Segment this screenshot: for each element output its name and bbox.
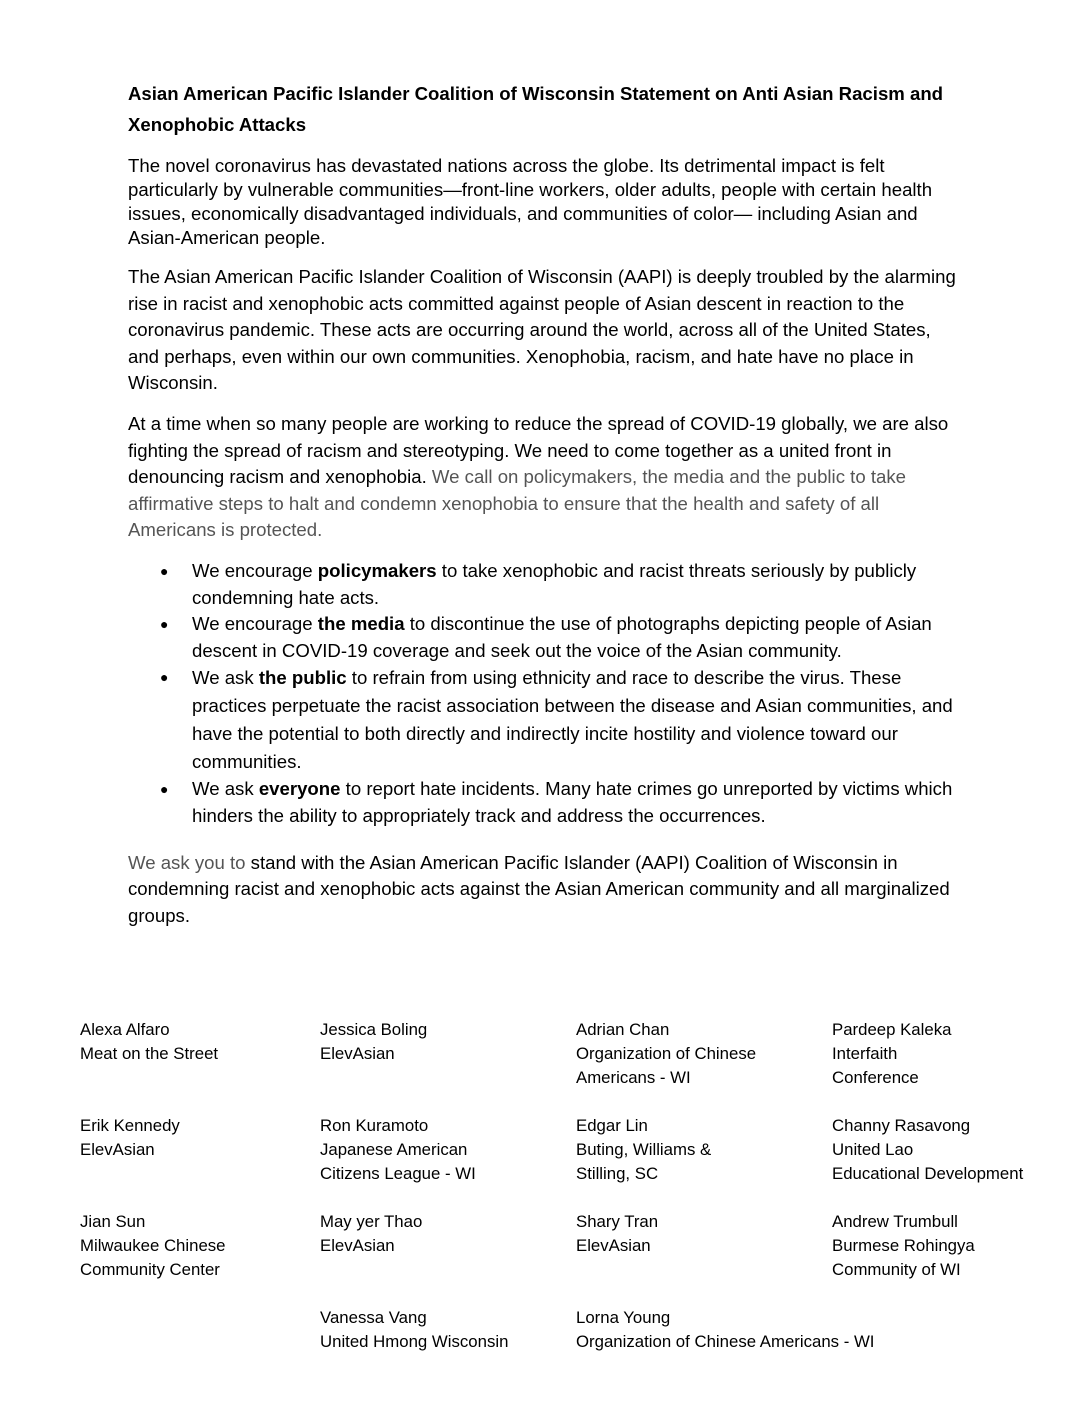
signatory-name: May yer Thao: [320, 1212, 423, 1231]
list-item-pre: We ask: [192, 778, 259, 800]
recommendations-list: [128, 558, 964, 830]
list-item: [128, 776, 964, 829]
signatory-name: Vanessa Vang: [320, 1308, 427, 1327]
signatory-org: Conference: [832, 1068, 919, 1087]
signatory-name: Pardeep Kaleka: [832, 1020, 952, 1039]
signatory-org: Educational Development: [832, 1164, 1024, 1183]
list-item: [128, 558, 964, 611]
signatory-name: Adrian Chan: [576, 1020, 670, 1039]
signatory-name: Jian Sun: [80, 1212, 146, 1231]
signatory-name: Shary Tran: [576, 1212, 659, 1231]
call-to-action-highlight: We call on policymakers, the media and the public to take affirmative steps to halt and condemn xenophobia to ensure that the health and safety of all Americans is protected.: [128, 466, 906, 541]
list-item-post: to discontinue the use of photographs depicting people of Asian descent in COVID-19 coverage and seek out the voice of the Asian community.: [192, 613, 932, 661]
signatory-org: Organization of Chinese Americans - WI: [576, 1332, 875, 1351]
signatory: [576, 1018, 756, 1090]
signatory-name: Edgar Lin: [576, 1116, 648, 1135]
signatory: [576, 1114, 711, 1186]
list-item-emphasis: the media: [317, 613, 405, 635]
signatory-org: ElevAsian: [80, 1140, 155, 1159]
signatory-name: Ron Kuramoto: [320, 1116, 429, 1135]
list-item: [128, 611, 964, 664]
list-item-post: to take xenophobic and racist threats seriously by publicly condemning hate acts.: [192, 559, 917, 608]
signatory: [320, 1114, 476, 1186]
signatory-org: Community Center: [80, 1260, 220, 1279]
signatory-name: Lorna Young: [576, 1308, 671, 1327]
list-item-emphasis: policymakers: [317, 559, 437, 581]
list-item-emphasis: the public: [258, 667, 347, 689]
closing-lead: We ask you to: [128, 851, 246, 873]
signatory: [320, 1018, 427, 1066]
signatory-org: United Lao: [832, 1140, 914, 1159]
list-item: [128, 664, 964, 776]
signatory: [832, 1018, 951, 1090]
signatory: [320, 1306, 508, 1354]
bullet-icon: ●: [160, 781, 169, 798]
closing-rest: stand with the Asian American Pacific Islander (AAPI) Coalition of Wisconsin in condemning racist and xenophobic acts against the Asian American community and all marginalized groups.: [128, 851, 950, 926]
list-item-pre: We encourage: [192, 613, 318, 635]
signatory-name: Erik Kennedy: [80, 1116, 180, 1135]
signatory-name: Andrew Trumbull: [832, 1212, 958, 1231]
signatory-name: Jessica Boling: [320, 1020, 428, 1039]
signatory-org: Americans - WI: [576, 1068, 691, 1087]
paragraph-aapi-concern: The Asian American Pacific Islander Coalition of Wisconsin (AAPI) is deeply troubled by the alarming rise in racist and xenophobic acts committed against people of Asian descent in reaction to the coronavirus pandemic. These acts are occurring around the world, across all of the United States, and perhaps, even within our own communities. Xenophobia, racism, and hate have no place in Wisconsin.: [128, 266, 956, 394]
signatory-org: United Hmong Wisconsin: [320, 1332, 509, 1351]
paragraph-intro: The novel coronavirus has devastated nations across the globe. Its detrimental impact is felt particularly by vulnerable communities—front-line workers, older adults, people with certain health issues, economically disadvantaged individuals, and communities of color— including Asian and Asian-American people.: [128, 155, 933, 248]
signatory-org: Stilling, SC: [576, 1164, 659, 1183]
bullet-icon: ●: [160, 616, 169, 633]
signatory-org: Meat on the Street: [80, 1044, 219, 1063]
signatory: [80, 1210, 226, 1282]
signatory: [320, 1210, 422, 1258]
signatory-org: Milwaukee Chinese: [80, 1236, 226, 1255]
bullet-icon: ●: [160, 562, 169, 579]
signatory-org: ElevAsian: [320, 1236, 395, 1255]
signatory-name: Alexa Alfaro: [80, 1020, 170, 1039]
signatory-name: Channy Rasavong: [832, 1116, 971, 1135]
list-item-post: to refrain from using ethnicity and race to describe the virus. These practices perpetuate the racist association between the disease and Asian communities, and have the potential to both directly and indirectly incite hostility and violence toward our communities.: [192, 667, 953, 773]
signatory-org: Citizens League - WI: [320, 1164, 476, 1183]
signatory-org: Community of WI: [832, 1260, 961, 1279]
signatory-org: ElevAsian: [320, 1044, 395, 1063]
signatory-org: Interfaith: [832, 1044, 898, 1063]
bullet-icon: ●: [160, 669, 169, 686]
statement-body: [128, 78, 964, 948]
statement-title: Asian American Pacific Islander Coalition of Wisconsin Statement on Anti Asian Racism and Xenophobic Attacks: [128, 83, 944, 135]
list-item-post: to report hate incidents. Many hate crimes go unreported by victims which hinders the ability to appropriately track and address the occurrences.: [192, 778, 953, 826]
signatory-org: Buting, Williams &: [576, 1140, 712, 1159]
closing-paragraph: [128, 850, 964, 930]
list-item-emphasis: everyone: [258, 778, 341, 800]
signatory: [80, 1018, 218, 1066]
call-to-action-main: At a time when so many people are working to reduce the spread of COVID-19 globally, we are also fighting the spread of racism and stereotyping. We need to come together as a united front in denouncing racism and xenophobia.: [128, 412, 949, 488]
signatory-org: Burmese Rohingya: [832, 1236, 975, 1255]
signatory: [832, 1210, 975, 1282]
list-item-pre: We encourage: [192, 559, 318, 581]
signatory: [832, 1114, 1023, 1186]
list-item-pre: We ask: [192, 667, 259, 689]
signatory-org: ElevAsian: [576, 1236, 651, 1255]
signatory-org: Organization of Chinese: [576, 1044, 757, 1063]
signatory: [80, 1114, 180, 1162]
paragraph-call-to-action: [128, 411, 964, 544]
signatory: [576, 1210, 658, 1258]
signatory-org: Japanese American: [320, 1140, 468, 1159]
signatory: [576, 1306, 874, 1354]
